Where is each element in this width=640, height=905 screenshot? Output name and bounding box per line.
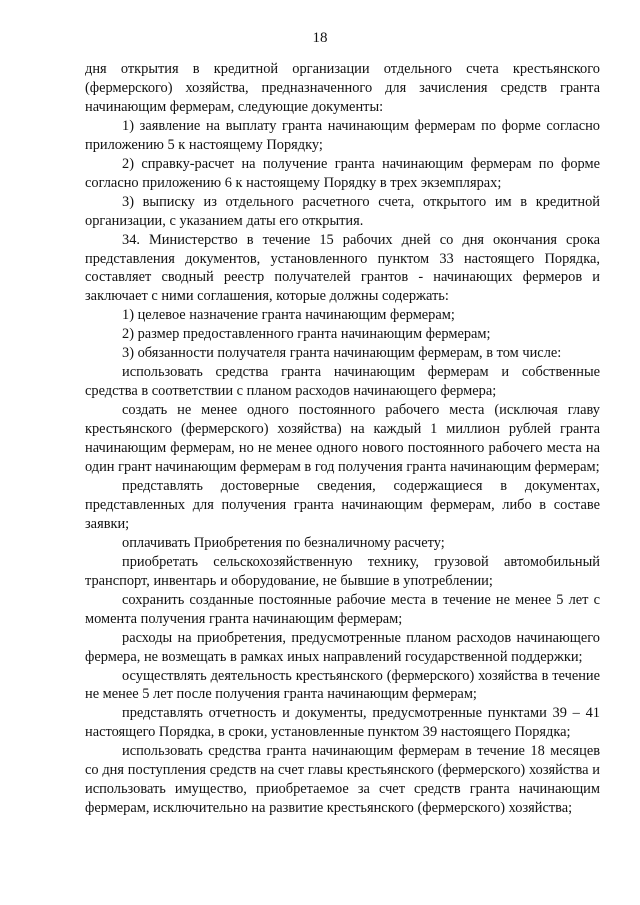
- page-number: 18: [312, 30, 328, 46]
- paragraph: 1) целевое назначение гранта начинающим фермерам;: [122, 307, 455, 324]
- paragraph: сохранить созданные постоянные рабочие места в течение не менее 5 лет с момента получения гранта начинающим фермерам;: [85, 591, 600, 627]
- paragraph: использовать средства гранта начинающим фермерам в течение 18 месяцев со дня поступления средств на счет главы крестьянского (фермерского) хозяйства и использовать имущество, приобретаемое за счет средств гранта начинающим фермерам, исключительно на развитие крестьянского (фермерского) хозяйства;: [85, 743, 600, 817]
- paragraph: дня открытия в кредитной организации отдельного счета крестьянского (фермерского) хозяйства, предназначенного для зачисления средств гранта начинающим фермерам, следующие документы:: [85, 61, 600, 115]
- paragraph: 2) справку-расчет на получение гранта начинающим фермерам по форме согласно приложению 6 к настоящему Порядку в трех экземплярах;: [85, 155, 600, 191]
- paragraph: представлять достоверные сведения, содержащиеся в документах, представленных для получения гранта начинающим фермерам, либо в составе заявки;: [85, 477, 600, 532]
- paragraph: представлять отчетность и документы, предусмотренные пунктами 39 – 41 настоящего Порядка, в сроки, установленные пунктом 39 настоящего Порядка;: [85, 705, 600, 741]
- paragraph: 3) обязанности получателя гранта начинающим фермерам, в том числе:: [122, 345, 562, 362]
- document-body: [85, 60, 600, 818]
- paragraph: использовать средства гранта начинающим фермерам и собственные средства в соответствии с планом расходов начинающего фермера;: [85, 364, 600, 400]
- paragraph: 1) заявление на выплату гранта начинающим фермерам по форме согласно приложению 5 к настоящему Порядку;: [85, 117, 600, 153]
- paragraph: расходы на приобретения, предусмотренные планом расходов начинающего фермера, не возмещать в рамках иных направлений государственной поддержки;: [85, 629, 600, 665]
- paragraph: оплачивать Приобретения по безналичному расчету;: [122, 534, 445, 551]
- paragraph: создать не менее одного постоянного рабочего места (исключая главу крестьянского (фермерского) хозяйства) на каждый 1 миллион рублей гранта начинающим фермерам, но не менее одного нового постоянного рабочего места на один грант начинающим фермерам в год получения гранта начинающим фермерам;: [85, 402, 600, 476]
- paragraph: 2) размер предоставленного гранта начинающим фермерам;: [122, 326, 491, 343]
- paragraph: приобретать сельскохозяйственную технику, грузовой автомобильный транспорт, инвентарь и оборудование, не бывшие в употреблении;: [85, 553, 600, 589]
- paragraph: 3) выписку из отдельного расчетного счета, открытого им в кредитной организации, с указанием даты его открытия.: [85, 193, 600, 229]
- paragraph: осуществлять деятельность крестьянского (фермерского) хозяйства в течение не менее 5 лет после получения гранта начинающим фермерам;: [85, 667, 600, 703]
- paragraph: 34. Министерство в течение 15 рабочих дней со дня окончания срока представления документов, установленного пунктом 33 настоящего Порядка, составляет сводный реестр получателей грантов - начинающих фермеров и заключает с ними соглашения, которые должны содержать:: [85, 231, 600, 305]
